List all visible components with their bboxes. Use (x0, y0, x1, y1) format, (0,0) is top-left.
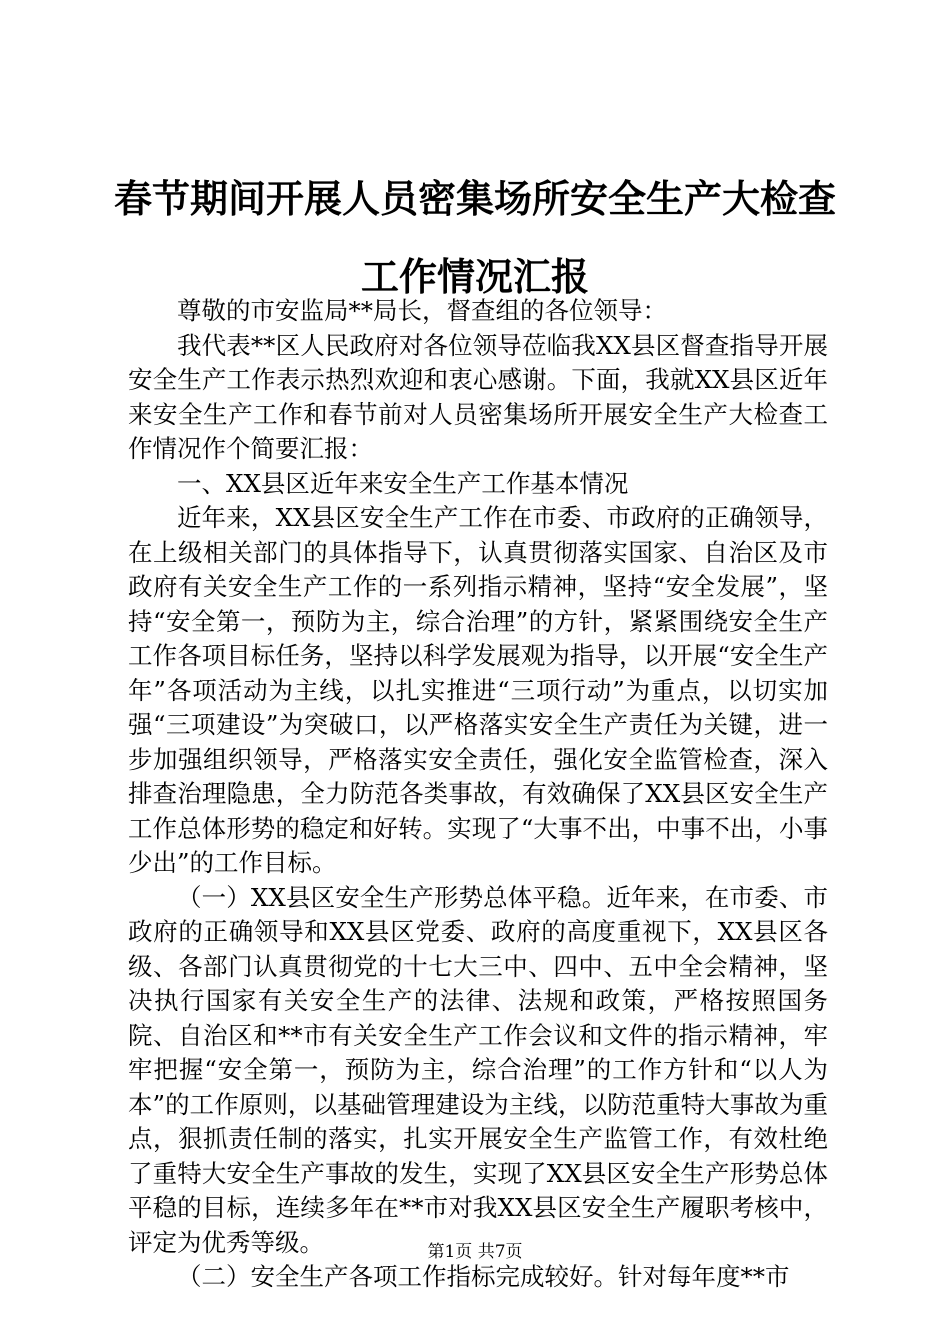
document-body (128, 294, 828, 1295)
intro-paragraph: 我代表**区人民政府对各位领导莅临我XX县区督查指导开展安全生产工作表示热烈欢迎和衷心感谢。下面，我就XX县区近年来安全生产工作和春节前对人员密集场所开展安全生产大检查工作情况作个简要汇报： (128, 330, 828, 463)
section-heading: 一、XX县区近年来安全生产工作基本情况 (177, 468, 629, 498)
body-paragraph: （二）安全生产各项工作指标完成较好。针对每年度**市 (177, 1262, 790, 1291)
document-title: 春节期间开展人员密集场所安全生产大检查工作情况汇报 (113, 176, 836, 299)
body-paragraph: （一）XX县区安全生产形势总体平稳。近年来，在市委、市政府的正确领导和XX县区党委、政府的高度重视下，XX县区各级、各部门认真贯彻党的十七大三中、四中、五中全会精神，坚决执行国家有关安全生产的法律、法规和政策，严格按照国务院、自治区和**市有关安全生产工作会议和文件的指示精神，牢牢把握“安全第一，预防为主，综合治理”的工作方针和“以人为本”的工作原则，以基础管理建设为主线，以防范重特大事故为重点，狠抓责任制的落实，扎实开展安全生产监管工作，有效杜绝了重特大安全生产事故的发生，实现了XX县区安全生产形势总体平稳的目标，连续多年在**市对我XX县区安全生产履职考核中，评定为优秀等级。 (128, 882, 828, 1257)
body-paragraph: 近年来，XX县区安全生产工作在市委、市政府的正确领导，在上级相关部门的具体指导下，认真贯彻落实国家、自治区及市政府有关安全生产工作的一系列指示精神，坚持“安全发展”，坚持“安全第一，预防为主，综合治理”的方针，紧紧围绕安全生产工作各项目标任务，坚持以科学发展观为指导，以开展“安全生产年”各项活动为主线，以扎实推进“三项行动”为重点，以切实加强“三项建设”为突破口，以严格落实安全生产责任为关键，进一步加强组织领导，严格落实安全责任，强化安全监管检查，深入排查治理隐患，全力防范各类事故，有效确保了XX县区安全生产工作总体形势的稳定和好转。实现了“大事不出，中事不出，小事少出”的工作目标。 (128, 503, 828, 877)
salutation-paragraph: 尊敬的市安监局**局长，督查组的各位领导： (177, 296, 667, 325)
page-number-footer: 第1页 共7页 (427, 1242, 523, 1262)
